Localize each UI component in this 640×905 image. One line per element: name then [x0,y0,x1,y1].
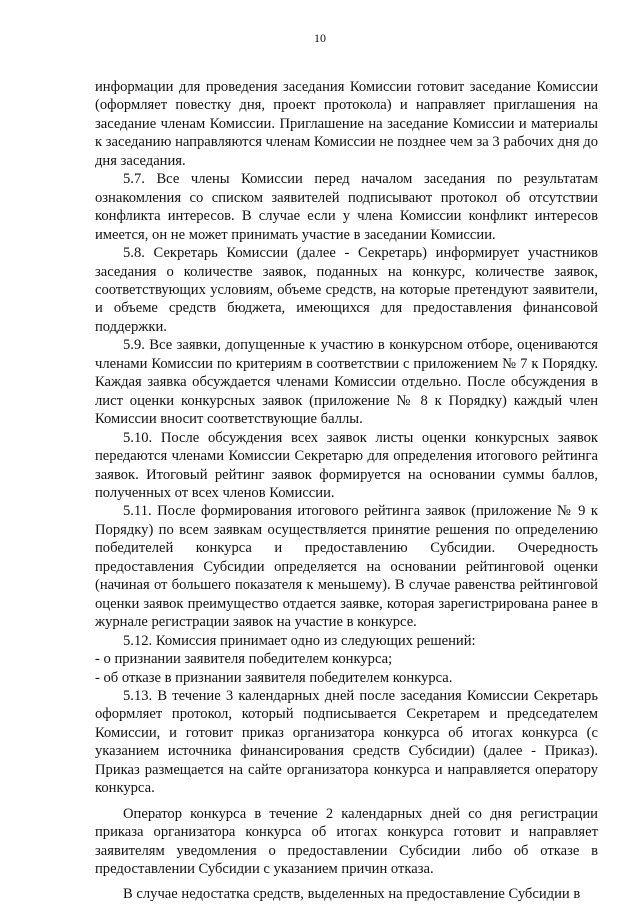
paragraph-shortage: В случае недостатка средств, выделенных на предоставление Субсидии в [123,886,581,903]
paragraph-5-13: 5.13. В течение 3 календарных дней после заседания Комиссии Секретарь оформляет протокол, который подписывается Секретарем и председателем Комиссии, и готовит приказ организатора конкурса об итогах конкурса (с указанием источника финансирования средств Субсидии) (далее - Приказ). Приказ размещается на сайте организатора конкурса и направляется оператору конкурса. [95,687,598,797]
paragraph-continuation: информации для проведения заседания Комиссии готовит заседание Комиссии (оформляет повестку дня, проект протокола) и направляет приглашения на заседание членам Комиссии. Приглашение на заседание Комиссии и материалы к заседанию направляются членам Комиссии не позднее чем за 3 рабочих дня до дня заседания. [95,79,598,169]
paragraph-5-12: 5.12. Комиссия принимает одно из следующих решений: [123,632,476,649]
document-body [95,78,598,904]
paragraph-5-9: 5.9. Все заявки, допущенные к участию в конкурсном отборе, оцениваются членами Комиссии по критериям в соответствии с приложением № 7 к Порядку. Каждая заявка обсуждается членами Комиссии отдельно. После обсуждения в лист оценки конкурсных заявок (приложение № 8 к Порядку) каждый член Комиссии вносит соответствующие баллы. [95,337,598,428]
paragraph-5-8: 5.8. Секретарь Комиссии (далее - Секретарь) информирует участников заседания о количестве заявок, поданных на конкурс, количестве заявок, соответствующих условиям, объеме средств, на которые претендуют заявители, и объеме средств бюджета, имеющихся для предоставления финансовой поддержки. [95,245,598,335]
paragraph-5-7: 5.7. Все члены Комиссии перед началом заседания по результатам ознакомления со списком заявителей подписывают протокол об отсутствии конфликта интересов. В случае если у члена Комиссии конфликт интересов имеется, он не может принимать участие в заседании Комиссии. [95,171,598,243]
list-item-winner: - о признании заявителя победителем конкурса; [95,651,393,668]
paragraph-5-11: 5.11. После формирования итогового рейтинга заявок (приложение № 9 к Порядку) по всем заявкам осуществляется принятие решения по определению победителей конкурса и предоставлению Субсидии. Очередность предоставления Субсидии определяется на основании рейтинговой оценки (начиная от большего показателя к меньшему). В случае равенства рейтинговой оценки заявок преимущество отдается заявке, которая зарегистрирована ранее в журнале регистрации заявок на участие в конкурсе. [95,503,598,631]
paragraph-operator: Оператор конкурса в течение 2 календарных дней со дня регистрации приказа организатора конкурса об итогах конкурса готовит и направляет заявителям уведомления о предоставлении Субсидии либо об отказе в предоставлении Субсидии с указанием причин отказа. [95,805,598,878]
list-item-refusal: - об отказе в признании заявителя победителем конкурса. [95,669,453,686]
page-number: 10 [314,31,326,45]
paragraph-5-10: 5.10. После обсуждения всех заявок листы оценки конкурсных заявок передаются членами Комиссии Секретарю для определения итогового рейтинга заявок. Итоговый рейтинг заявок формируется на основании суммы баллов, полученных от всех членов Комиссии. [95,429,598,501]
